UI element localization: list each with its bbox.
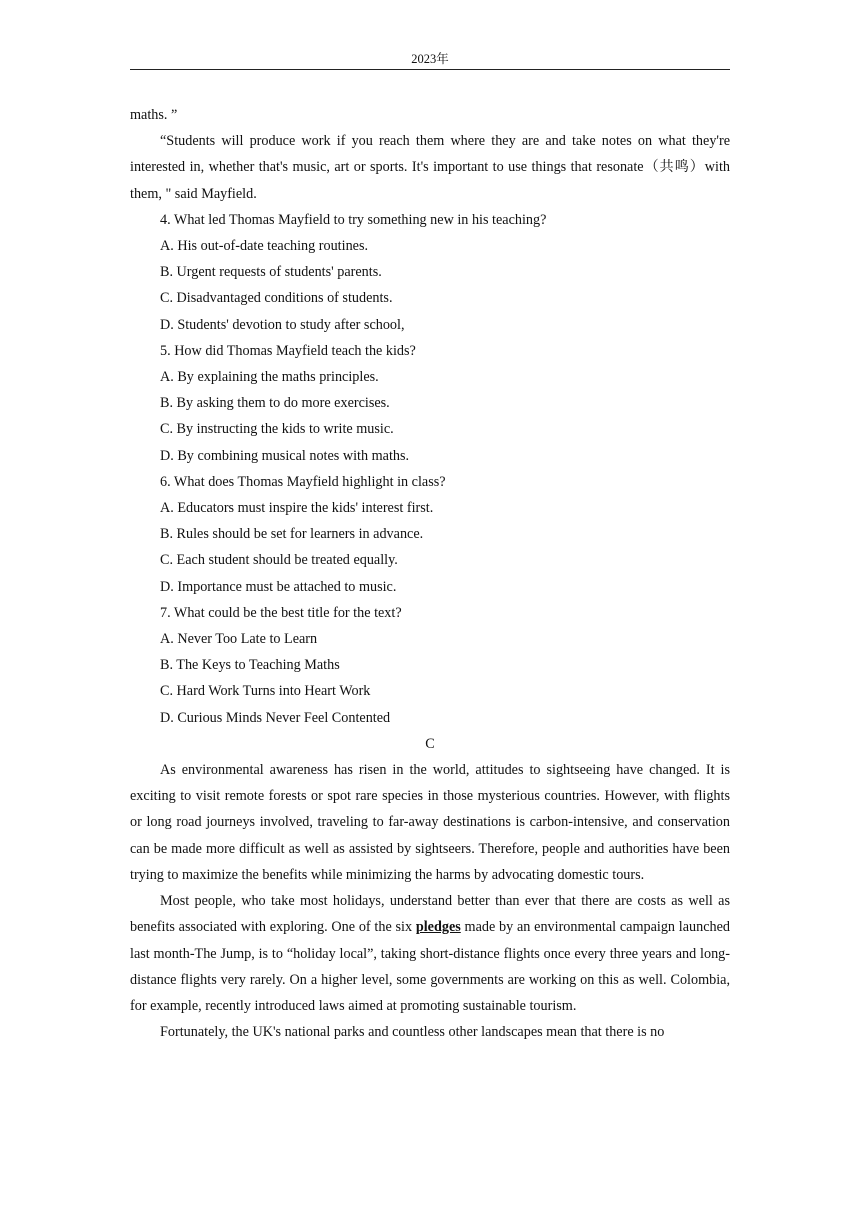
option-c: C. Hard Work Turns into Heart Work <box>160 683 371 700</box>
question-stem: 5. How did Thomas Mayfield teach the kids? <box>160 342 416 359</box>
paragraph-text-after: made by an environmental campaign launched last month-The Jump, is to “holiday local”, taking short-distance flights once every three years and long-distance flights very rarely. On a higher level, some governments are working on this as well. Colombia, for example, recently introduced laws aimed at promoting sustainable tourism. <box>130 919 730 1014</box>
question-4 <box>130 207 730 338</box>
option-b: B. Rules should be set for learners in advance. <box>160 526 424 543</box>
section-label-c: C <box>425 735 435 752</box>
passage-c-paragraph-3: Fortunately, the UK's national parks and countless other landscapes mean that there is no <box>160 1024 665 1041</box>
question-stem: 6. What does Thomas Mayfield highlight in class? <box>160 473 446 490</box>
option-c: C. By instructing the kids to write music. <box>160 421 394 438</box>
option-c: C. Disadvantaged conditions of students. <box>160 290 393 307</box>
option-d: D. Students' devotion to study after school, <box>160 316 405 333</box>
document-body <box>130 102 730 1045</box>
page-header <box>130 52 730 70</box>
option-a: A. Educators must inspire the kids' interest first. <box>160 500 434 517</box>
option-b: B. The Keys to Teaching Maths <box>160 657 340 674</box>
option-d: D. Importance must be attached to music. <box>160 578 397 595</box>
question-7 <box>130 600 730 731</box>
keyword-pledges: pledges <box>415 919 461 936</box>
option-d: D. By combining musical notes with maths. <box>160 447 410 464</box>
passage-c-paragraph-2 <box>130 888 730 1019</box>
paragraph-text-before: Most people, who take most holidays, understand better than ever that there are costs as well as benefits associated with exploring. One of the six <box>130 893 730 936</box>
option-a: A. His out-of-date teaching routines. <box>160 238 369 255</box>
option-c: C. Each student should be treated equally. <box>160 552 398 569</box>
option-a: A. By explaining the maths principles. <box>160 369 379 386</box>
question-stem: 4. What led Thomas Mayfield to try something new in his teaching? <box>160 211 547 228</box>
option-b: B. Urgent requests of students' parents. <box>160 264 382 281</box>
question-5 <box>130 338 730 469</box>
header-year: 2023年 <box>411 52 449 66</box>
question-6 <box>130 469 730 600</box>
passage-b-quote: “Students will produce work if you reach them where they are and take notes on what they're interested in, whether that's music, art or sports. It's important to use things that resonate（共鸣）with them, " said Mayfield. <box>130 133 730 202</box>
question-stem: 7. What could be the best title for the text? <box>160 604 402 621</box>
passage-c-paragraph-1: As environmental awareness has risen in the world, attitudes to sightseeing have changed. It is exciting to visit remote forests or spot rare species in those mysterious countries. However, with flights or long road journeys involved, traveling to far-away destinations is carbon-intensive, and conservation can be made more difficult as well as assisted by sightseers. Therefore, people and authorities have been trying to maximize the benefits while minimizing the harms by advocating domestic tours. <box>130 762 730 883</box>
option-a: A. Never Too Late to Learn <box>160 631 318 648</box>
passage-b-tail: maths. ” <box>130 107 178 123</box>
option-b: B. By asking them to do more exercises. <box>160 395 390 412</box>
option-d: D. Curious Minds Never Feel Contented <box>160 709 391 726</box>
